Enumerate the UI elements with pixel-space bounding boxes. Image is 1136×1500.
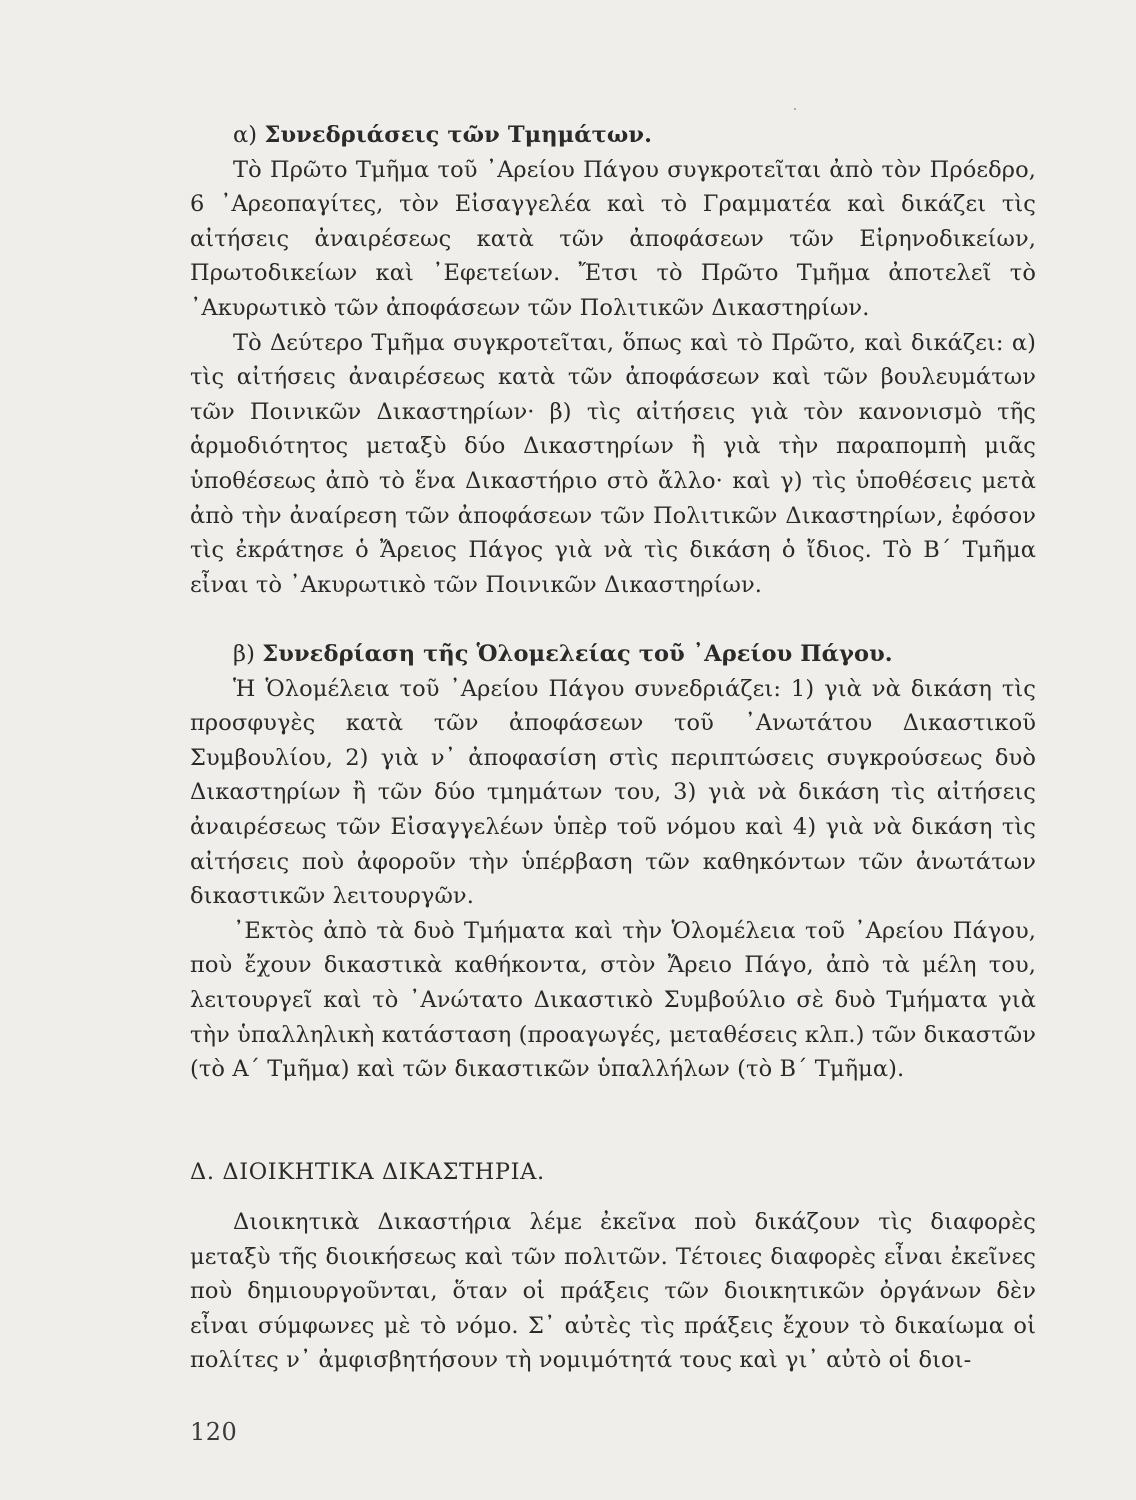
- section-a-title: Συνεδριάσεις τῶν Τμημάτων.: [264, 122, 653, 148]
- section-b-paragraph-2: ᾿Εκτὸς ἀπὸ τὰ δυὸ Τμήματα καὶ τὴν Ὁλομέλεια τοῦ ᾿Αρείου Πάγου, ποὺ ἔχουν δικαστικὰ καθήκοντα, στὸν Ἄρειο Πάγο, ἀπὸ τὰ μέλη του, λειτουργεῖ καὶ τὸ ᾿Ανώτατο Δικαστικὸ Συμβούλιο σὲ δυὸ Τμήματα γιὰ τὴν ὑπαλληλικὴ κατάσταση (προαγωγές, μεταθέσεις κλπ.) τῶν δικαστῶν (τὸ Α΄ Τμῆμα) καὶ τῶν δικαστικῶν ὑπαλλήλων (τὸ Β΄ Τμῆμα).: [190, 917, 1037, 1083]
- section-b-title: Συνεδρίαση τῆς Ὁλομελείας τοῦ ᾿Αρείου Πάγου.: [262, 641, 893, 667]
- page-number: 120: [190, 1418, 238, 1446]
- section-d-heading-block: [190, 1155, 1036, 1190]
- print-speck: [794, 108, 796, 110]
- section-b-label: β): [233, 641, 263, 667]
- section-d-heading: Δ. ΔΙΟΙΚΗΤΙΚΑ ΔΙΚΑΣΤΗΡΙΑ.: [190, 1159, 545, 1185]
- section-d: [190, 1205, 1036, 1378]
- section-b-heading: [190, 637, 1036, 672]
- section-a-paragraph-2: Τὸ Δεύτερο Τμῆμα συγκροτεῖται, ὅπως καὶ τὸ Πρῶτο, καὶ δικάζει: α) τὶς αἰτήσεις ἀναιρέσεως κατὰ τῶν ἀποφάσεων καὶ τῶν βουλευμάτων τῶν Ποινικῶν Δικαστηρίων· β) τὶς αἰτήσεις γιὰ τὸν κανονισμὸ τῆς ἁρμοδιότητος μεταξὺ δύο Δικαστηρίων ἢ γιὰ τὴν παραπομπὴ μιᾶς ὑποθέσεως ἀπὸ τὸ ἕνα Δικαστήριο στὸ ἄλλο· καὶ γ) τὶς ὑποθέσεις μετὰ ἀπὸ τὴν ἀναίρεση τῶν ἀποφάσεων τῶν Πολιτικῶν Δικαστηρίων, ἐφόσον τὶς ἐκράτησε ὁ Ἄρειος Πάγος γιὰ νὰ τὶς δικάση ὁ ἴδιος. Τὸ Β΄ Τμῆμα εἶναι τὸ ᾿Ακυρωτικὸ τῶν Ποινικῶν Δικαστηρίων.: [190, 329, 1036, 598]
- section-a-paragraph-1: Τὸ Πρῶτο Τμῆμα τοῦ ᾿Αρείου Πάγου συγκροτεῖται ἀπὸ τὸν Πρόεδρο, 6 ᾿Αρεοπαγίτες, τὸν Εἰσαγγελέα καὶ τὸ Γραμματέα καὶ δικάζει τὶς αἰτήσεις ἀναιρέσεως κατὰ τῶν ἀποφάσεων τῶν Εἰρηνοδικείων, Πρωτοδικείων καὶ ᾿Εφετείων. Ἔτσι τὸ Πρῶτο Τμῆμα ἀποτελεῖ τὸ ᾿Ακυρωτικὸ τῶν ἀποφάσεων τῶν Πολιτικῶν Δικαστηρίων.: [190, 156, 1036, 321]
- section-b: [190, 637, 1036, 1087]
- section-b-paragraph-1: Ἡ Ὁλομέλεια τοῦ ᾿Αρείου Πάγου συνεδριάζει: 1) γιὰ νὰ δικάση τὶς προσφυγὲς κατὰ τῶν ἀποφάσεων τοῦ ᾿Ανωτάτου Δικαστικοῦ Συμβουλίου, 2) γιὰ ν᾿ ἀποφασίση στὶς περιπτώσεις συγκρούσεως δυὸ Δικαστηρίων ἢ τῶν δύο τμημάτων του, 3) γιὰ νὰ δικάση τὶς αἰτήσεις ἀναιρέσεως τῶν Εἰσαγγελέων ὑπὲρ τοῦ νόμου καὶ 4) γιὰ νὰ δικάση τὶς αἰτήσεις ποὺ ἀφοροῦν τὴν ὑπέρβαση τῶν καθηκόντων τῶν ἀνωτάτων δικαστικῶν λειτουργῶν.: [190, 675, 1036, 910]
- section-a-label: α): [233, 122, 265, 148]
- section-a-heading: [190, 118, 1036, 153]
- section-d-paragraph-1: Διοικητικὰ Δικαστήρια λέμε ἐκεῖνα ποὺ δικάζουν τὶς διαφορὲς μεταξὺ τῆς διοικήσεως καὶ τῶν πολιτῶν. Τέτοιες διαφορὲς εἶναι ἐκεῖνες ποὺ δημιουργοῦνται, ὅταν οἱ πράξεις τῶν διοικητικῶν ὀργάνων δὲν εἶναι σύμφωνες μὲ τὸ νόμο. Σ᾿ αὐτὲς τὶς πράξεις ἔχουν τὸ δικαίωμα οἱ πολίτες ν᾿ ἀμφισβητήσουν τὴ νομιμότητά τους καὶ γι᾿ αὐτὸ οἱ διοι-: [190, 1209, 1036, 1374]
- section-a: [190, 118, 1036, 602]
